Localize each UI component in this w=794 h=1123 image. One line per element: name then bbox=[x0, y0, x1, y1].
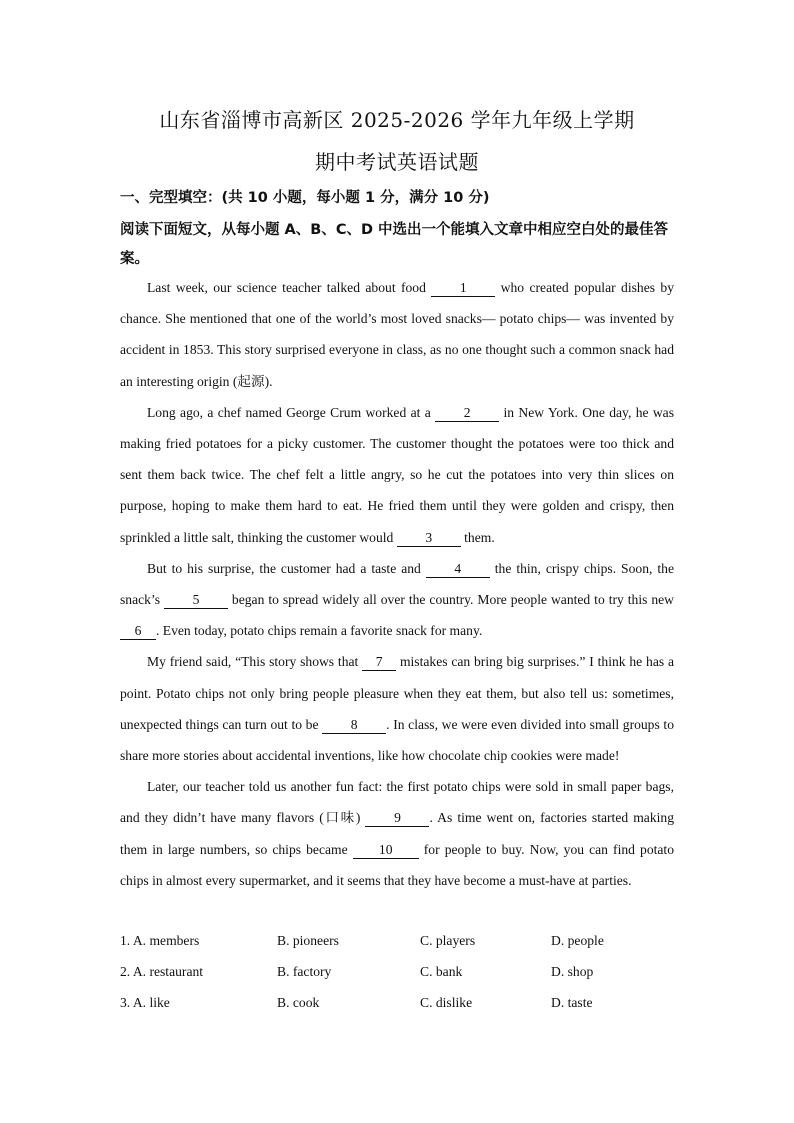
blank-3: 3 bbox=[397, 530, 461, 547]
option-a: 2. A. restaurant bbox=[120, 964, 204, 979]
text: in New York. One day, he was making fried potatoes for a picky customer. The customer thought the potatoes were too thick and sent them back twice. The chef felt a little angry, so he cut the potatoes into very thin slices on purpose, hoping to make them hard to eat. He fried them until they were golden and crispy, then sprinkled a little salt, thinking the customer would bbox=[120, 404, 675, 545]
paragraph-5 bbox=[120, 771, 674, 896]
option-b: B. pioneers bbox=[277, 933, 339, 948]
option-b: B. cook bbox=[277, 995, 320, 1010]
blank-4: 4 bbox=[426, 561, 490, 578]
exam-title-line1: 山东省淄博市高新区 2025-2026 学年九年级上学期 bbox=[159, 108, 635, 132]
option-d: D. taste bbox=[551, 995, 593, 1010]
paragraph-1 bbox=[120, 272, 674, 397]
blank-2: 2 bbox=[435, 405, 499, 422]
blank-10: 10 bbox=[353, 842, 419, 859]
question-3-options bbox=[120, 995, 680, 1026]
option-c: C. dislike bbox=[420, 995, 473, 1010]
paragraph-3 bbox=[120, 553, 674, 647]
answer-options bbox=[120, 933, 680, 1026]
text: . In class, we were even divided into small groups to share more stories about accidental inventions, like how chocolate chip cookies were made! bbox=[120, 716, 674, 764]
text: the thin, crispy chips. Soon, the snack’s bbox=[120, 560, 674, 608]
blank-1: 1 bbox=[431, 280, 495, 297]
blank-5: 5 bbox=[164, 592, 228, 609]
paragraph-4 bbox=[120, 646, 674, 771]
text: Last week, our science teacher talked about food bbox=[147, 280, 432, 295]
text: for people to buy. Now, you can find potato chips in almost every supermarket, and it seems that they have become a must-have at parties. bbox=[120, 841, 675, 888]
option-c: C. bank bbox=[420, 964, 463, 979]
option-b: B. factory bbox=[277, 964, 332, 979]
blank-8: 8 bbox=[322, 717, 386, 734]
blank-7: 7 bbox=[362, 654, 396, 671]
text: mistakes can bring big surprises.” I think he has a point. Potato chips not only bring people pleasure when they eat them, but also tell us: sometimes, unexpected things can turn out to be bbox=[120, 654, 674, 732]
section-heading: 一、完型填空：(共 10 小题，每小题 1 分，满分 10 分) bbox=[120, 190, 490, 206]
question-1-options bbox=[120, 933, 680, 964]
text: who created popular dishes by chance. She mentioned that one of the world’s most loved snacks— potato chips— was invented by accident in 1853. This story surprised everyone in class, as no one thought such a common snack had an interesting origin (起源). bbox=[120, 280, 674, 389]
blank-9: 9 bbox=[365, 810, 429, 827]
option-a: 3. A. like bbox=[120, 995, 170, 1010]
text: them. bbox=[460, 529, 495, 545]
text: . Even today, potato chips remain a favorite snack for many. bbox=[156, 623, 483, 639]
question-2-options bbox=[120, 964, 680, 995]
text: Later, our teacher told us another fun fact: the first potato chips were sold in small paper bags, and they didn’t have many flavors (口味) bbox=[120, 779, 674, 826]
cloze-passage bbox=[120, 272, 674, 896]
blank-6: 6 bbox=[120, 623, 156, 640]
text: . As time went on, factories started making them in large numbers, so chips became bbox=[120, 810, 674, 857]
paragraph-2 bbox=[120, 397, 674, 553]
text: Long ago, a chef named George Crum worked at a bbox=[147, 404, 436, 420]
option-d: D. shop bbox=[551, 964, 594, 979]
option-d: D. people bbox=[551, 933, 604, 948]
option-c: C. players bbox=[420, 933, 476, 948]
text: began to spread widely all over the country. More people wanted to try this new bbox=[227, 592, 674, 608]
option-a: 1. A. members bbox=[120, 933, 200, 948]
section-instruction: 阅读下面短文，从每小题 A、B、C、D 中选出一个能填入文章中相应空白处的最佳答案。 bbox=[120, 222, 669, 267]
exam-title-line2: 期中考试英语试题 bbox=[315, 150, 479, 174]
text: But to his surprise, the customer had a taste and bbox=[147, 560, 426, 576]
text: My friend said, “This story shows that bbox=[147, 654, 363, 670]
